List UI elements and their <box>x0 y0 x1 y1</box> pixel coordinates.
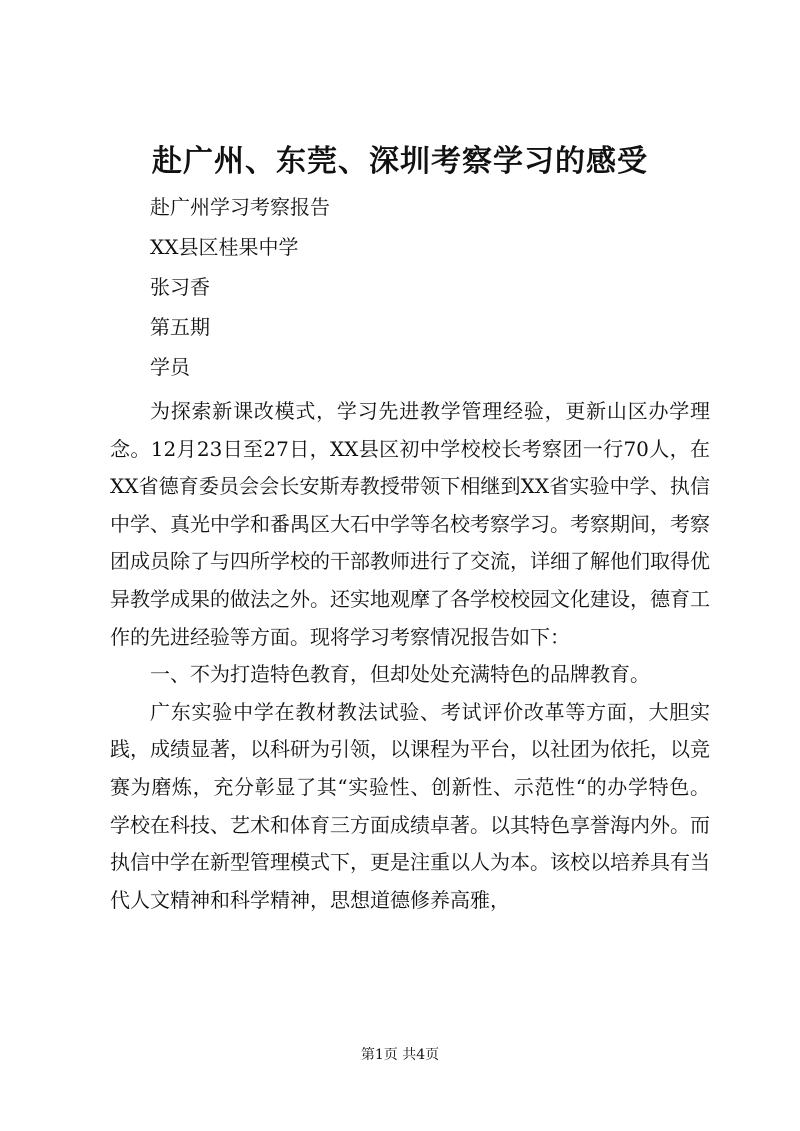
school-name: XX县区桂果中学 <box>150 235 299 259</box>
body-text <box>110 393 710 919</box>
paragraph-section-1: 广东实验中学在教材教法试验、考试评价改革等方面，大胆实践，成绩显著，以科研为引领，以课程为平台，以社团为依托，以竞赛为磨炼，充分彰显了其“实验性、创新性、示范性“的办学特色。学校在科技、艺术和体育三方面成绩卓著。以其特色享誉海内外。而执信中学在新型管理模式下，更是注重以人为本。该校以培养具有当代人文精神和科学精神，思想道德修养高雅， <box>110 699 710 912</box>
report-subtitle: 赴广州学习考察报告 <box>150 195 330 219</box>
role-label: 学员 <box>150 355 190 379</box>
document-title: 赴广州、东莞、深圳考察学习的感受 <box>152 144 648 179</box>
author-name: 张习香 <box>150 275 210 299</box>
section-heading-1: 一、不为打造特色教育，但却处处充满特色的品牌教育。 <box>150 662 650 687</box>
session-label: 第五期 <box>150 315 210 339</box>
page-footer: 第1页 共4页 <box>360 1047 440 1063</box>
paragraph-intro: 为探索新课改模式，学习先进教学管理经验，更新山区办学理念。12月23日至27日，XX县区初中学校校长考察团一行70人，在XX省德育委员会会长安斯寿教授带领下相继到XX省实验中学、执信中学、真光中学和番禺区大石中学等名校考察学习。考察期间，考察团成员除了与四所学校的干部教师进行了交流，详细了解他们取得优异教学成果的做法之外。还实地观摩了各学校校园文化建设，德育工作的先进经验等方面。现将学习考察情况报告如下： <box>110 399 710 649</box>
